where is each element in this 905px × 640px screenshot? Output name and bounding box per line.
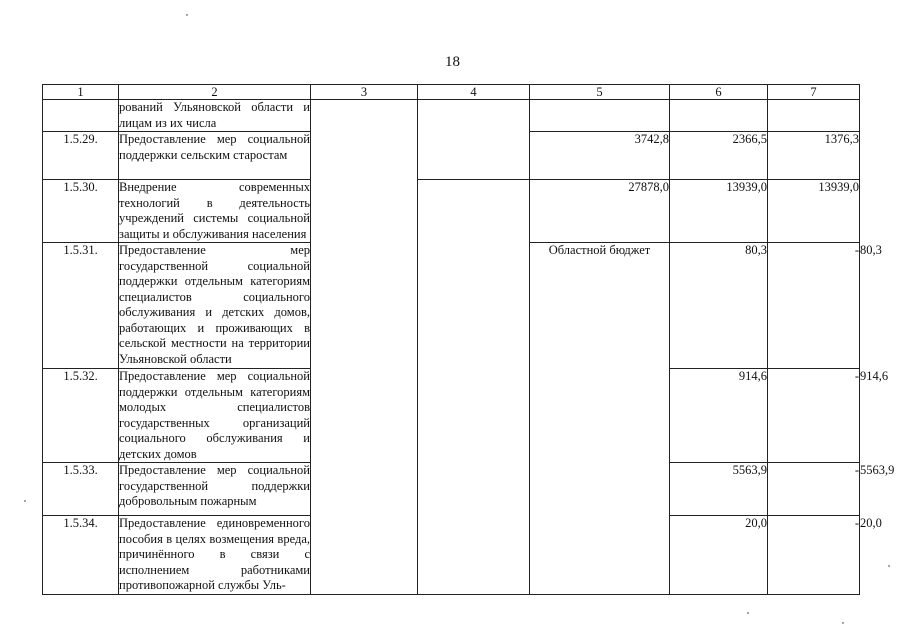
scan-speck <box>186 14 188 16</box>
row-name: Внедрение современных технологий в деятельность учреждений системы социальной защиты и обслуживания населения <box>119 180 310 241</box>
page-number: 18 <box>445 54 460 70</box>
table-row: 1.5.31. Предоставление мер государственной социальной поддержки отдельным категориям специалистов социального обслуживания и детских домов, работающих и проживающих в сельской местности на территории Ульяновской области Областной бюджет 80,3 - 80,3 <box>43 243 860 369</box>
value-col-5: 914,6 <box>670 369 768 463</box>
scan-speck <box>888 565 890 567</box>
table-row: 1.5.32. Предоставление мер социальной поддержки отдельным категориям молодых специалистов государственных организаций социального обслуживания и детских домов 914,6 - 914,6 <box>43 369 860 463</box>
value-col-5: 5563,9 <box>670 463 768 516</box>
value-col-6: - <box>768 369 860 463</box>
table-row <box>43 100 860 132</box>
table-row: 1.5.34. Предоставление единовременного пособия в целях возмещения вреда, причинённого в связи с исполнением работниками противопожарной службы Уль- 20,0 - 20,0 <box>43 516 860 595</box>
value-col-6: 13939,0 <box>670 180 768 243</box>
row-number: 1.5.32. <box>43 369 119 463</box>
row-name: Предоставление мер социальной поддержки сельским старостам <box>119 132 311 180</box>
scan-speck <box>747 612 749 614</box>
row-name: рований Ульяновской области и лицам из их числа <box>119 100 310 130</box>
scan-speck <box>24 500 26 502</box>
column-header-1: 1 <box>43 85 119 100</box>
funding-source <box>418 180 530 595</box>
row-number: 1.5.29. <box>43 132 119 180</box>
value-col-5: 80,3 <box>670 243 768 369</box>
row-number: 1.5.34. <box>43 516 119 595</box>
column-3-cell <box>311 100 418 595</box>
value-col-6: - <box>768 243 860 369</box>
table-header-row <box>43 85 860 100</box>
row-name: Предоставление единовременного пособия в целях возмещения вреда, причинённого в связи с исполнением работниками противопожарной службы Уль- <box>119 516 310 592</box>
value-col-6: - <box>768 516 860 595</box>
row-number: 1.5.30. <box>43 180 119 243</box>
budget-table <box>42 84 895 595</box>
value-col-7: 1376,3 <box>768 132 860 180</box>
table-row <box>43 180 860 243</box>
value-col-5: 3742,8 <box>530 132 670 180</box>
value-col-5: 27878,0 <box>530 180 670 243</box>
column-header-6: 6 <box>670 85 768 100</box>
funding-source-label: Областной бюджет <box>530 243 670 595</box>
row-name: Предоставление мер государственной социальной поддержки отдельным категориям специалистов социального обслуживания и детских домов, работающих и проживающих в сельской местности на территории Ульяновской области <box>119 243 311 369</box>
row-name: Предоставление мер социальной государственной поддержки добровольным пожарным <box>119 463 311 516</box>
column-header-7: 7 <box>768 85 860 100</box>
column-4-cell <box>418 100 530 180</box>
row-name: Предоставление мер социальной поддержки отдельным категориям молодых специалистов государственных организаций социального обслуживания и детских домов <box>119 369 310 461</box>
value-col-6: - <box>768 463 860 516</box>
column-header-4: 4 <box>418 85 530 100</box>
value-col-6: 2366,5 <box>670 132 768 180</box>
row-number: 1.5.33. <box>43 463 119 516</box>
table-row: 1.5.33. Предоставление мер социальной государственной поддержки добровольным пожарным 5563,9 - 5563,9 <box>43 463 860 516</box>
row-number: 1.5.31. <box>43 243 119 369</box>
column-header-3: 3 <box>311 85 418 100</box>
value-col-5: 20,0 <box>670 516 768 595</box>
scan-speck <box>842 622 844 624</box>
column-header-5: 5 <box>530 85 670 100</box>
row-number <box>43 100 119 132</box>
value-col-7: 13939,0 <box>768 180 860 243</box>
column-header-2: 2 <box>119 85 311 100</box>
